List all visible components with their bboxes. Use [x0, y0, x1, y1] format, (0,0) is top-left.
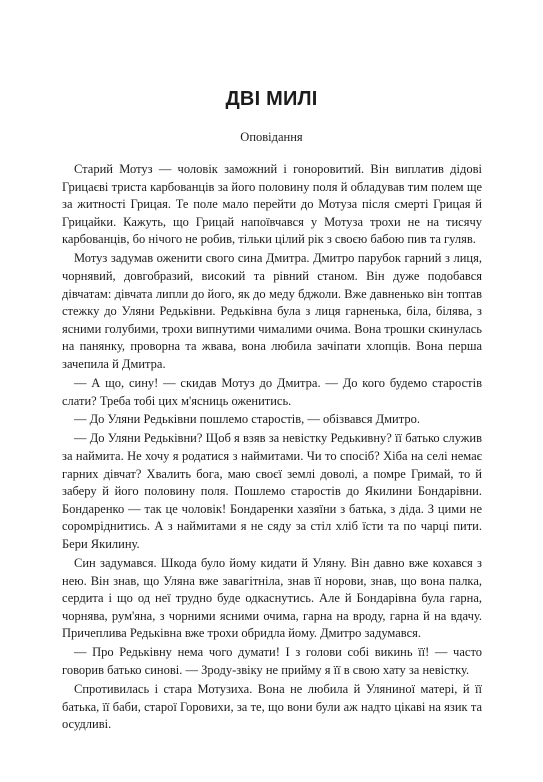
paragraph: Син задумався. Шкода було йому кидати й Уляну. Він давно вже кохався з нею. Він знав, що Уляна вже завагітніла, знав її норови, знав, що вона палка, сердита і що од неї трудно буде одкаснутись. Але й Бондарівна була гарна, чорнява, рум'яна, з чорними ясними очима, гарна на вроду, гарна й на вдачу. Причеплива Редьківна вже трохи обридла йому. Дмитро задумався. — [62, 556, 482, 641]
story-subtitle: Оповідання — [240, 130, 303, 144]
paragraph: Старий Мотуз — чоловік заможний і гоноровитий. Він виплатив дідові Грицаєві триста карбованців за його половину поля й обладував тим полем ще за житності Грицая. Те поле мало перейти до Мотуза після смерті Грицая й Грицайки. Кажуть, що Грицай напоївчався у Мотуза трохи не на тисячу карбованців, бо нічого не робив, тільки цілий рік з своєю бабою пив та гуляв. — [62, 162, 482, 247]
story-body — [62, 161, 482, 735]
dialogue-line: — А що, сину! — скидав Мотуз до Дмитра. — До кого будемо старостів слати? Треба тобі цих м'ясниць оженитись. — [62, 375, 482, 408]
paragraph: Спротивилась і стара Мотузиха. Вона не любила й Уляниної матері, й її батька, її баби, старої Горовихи, за те, що вони були аж надто цікаві на язик та осудливі. — [62, 681, 482, 732]
dialogue-line: — Про Редьківну нема чого думати! І з голови собі викинь її! — часто говорив батько синові. — Зроду-звіку не прийму я її в свою хату за невістку. — [62, 645, 482, 677]
dialogue-line: — До Уляни Редьківни? Щоб я взяв за невістку Редькивну? її батько служив за наймита. Не хочу я родатися з наймитами. Чи то спосіб? Хіба на селі немає гарних дівчат? Хвалить бога, маю своєї землі доволі, а помре Гримай, то й заберу й його половину поля. Пошлемо старостів до Якилини Бондарівни. Бондаренко — так це чоловік! Бондаренки хазяїни з батька, з діда. З цими не соромріднитись. А з наймитами я не сяду за стіл хліб їсти та по чарці пити. Бери Якилину. — [62, 431, 482, 552]
paragraph: Мотуз задумав оженити свого сина Дмитра. Дмитро парубок гарний з лиця, чорнявий, довгобразий, високий та рівний станом. Він дуже подобався дівчатам: дівчата липли до його, як до меду бджоли. Вже давненько він топтав стежку до Уляни Редьківни. Редьківна була з лиця гарненька, біла, білява, з ясними голубими, трохи випнутими чималими очима. Вона трошки скинулась на панянку, проворна та жвава, вона любила зачіпати хлопців. Вона перша зачепила й Дмитра. — [62, 251, 482, 371]
story-title: ДВІ МИЛІ — [225, 88, 318, 110]
dialogue-line: — До Уляни Редьківни пошлемо старостів, — обізвався Дмитро. — [74, 412, 420, 427]
